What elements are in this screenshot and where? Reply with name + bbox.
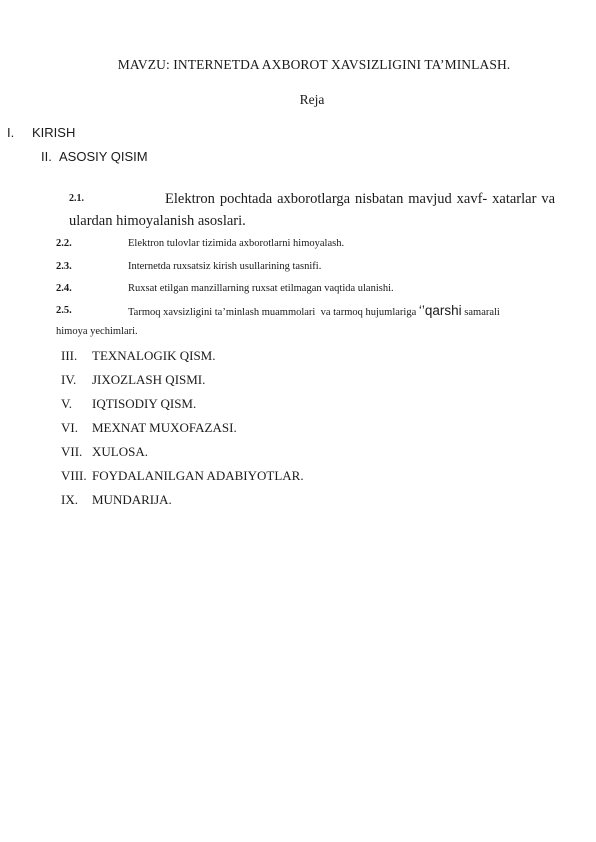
plan-heading: Reja xyxy=(299,92,325,107)
section-number: III. xyxy=(61,348,78,363)
section-number: II. xyxy=(41,149,52,164)
section-label: XULOSA. xyxy=(92,444,148,459)
section-label: FOYDALANILGAN ADABIYOTLAR. xyxy=(92,468,304,483)
section-label: TEXNALOGIK QISM. xyxy=(92,348,216,363)
subsection-text: Elektron pochtada axborotlarga nisbatan mavjud xavf- xatarlar va ulardan himoyalanish asoslari. xyxy=(69,191,555,229)
section-number: VII. xyxy=(61,444,83,459)
subsection-2-1 xyxy=(69,188,555,232)
subsection-number: 2.3. xyxy=(56,261,72,272)
section-number: I. xyxy=(7,125,15,140)
page-title: MAVZU: INTERNETDA AXBOROT XAVSIZLIGINI TA’MINLASH. xyxy=(117,57,511,72)
section-label: KIRISH xyxy=(32,125,76,140)
subsection-text-continuation: himoya yechimlari. xyxy=(56,326,138,337)
subsection-number: 2.1. xyxy=(69,193,84,204)
section-label: MUNDARIJA. xyxy=(92,492,172,507)
quoted-word: ‘’qarshi xyxy=(418,303,462,318)
section-label: IQTISODIY QISM. xyxy=(92,396,197,411)
subsection-number: 2.2. xyxy=(56,238,72,249)
section-number: IV. xyxy=(61,372,77,387)
subsection-text: Tarmoq xavsizligini ta’minlash muammolari va tarmoq hujumlariga ‘’qarshi samarali xyxy=(128,303,500,318)
subsection-text: Elektron tulovlar tizimida axborotlarni himoyalash. xyxy=(128,238,345,249)
section-number: IX. xyxy=(61,492,78,507)
section-number: VIII. xyxy=(61,468,87,483)
subsection-number: 2.4. xyxy=(56,283,72,294)
section-label: JIXOZLASH QISMI. xyxy=(92,372,206,387)
subsection-text: Internetda ruxsatsiz kirish usullarining tasnifi. xyxy=(128,261,322,272)
section-number: VI. xyxy=(61,420,78,435)
section-label: ASOSIY QISIM xyxy=(59,149,148,164)
subsection-text: Ruxsat etilgan manzillarning ruxsat etilmagan vaqtida ulanishi. xyxy=(128,283,394,294)
subsection-number: 2.5. xyxy=(56,305,72,316)
section-number: V. xyxy=(61,396,72,411)
section-label: MEXNAT MUXOFAZASI. xyxy=(92,420,237,435)
